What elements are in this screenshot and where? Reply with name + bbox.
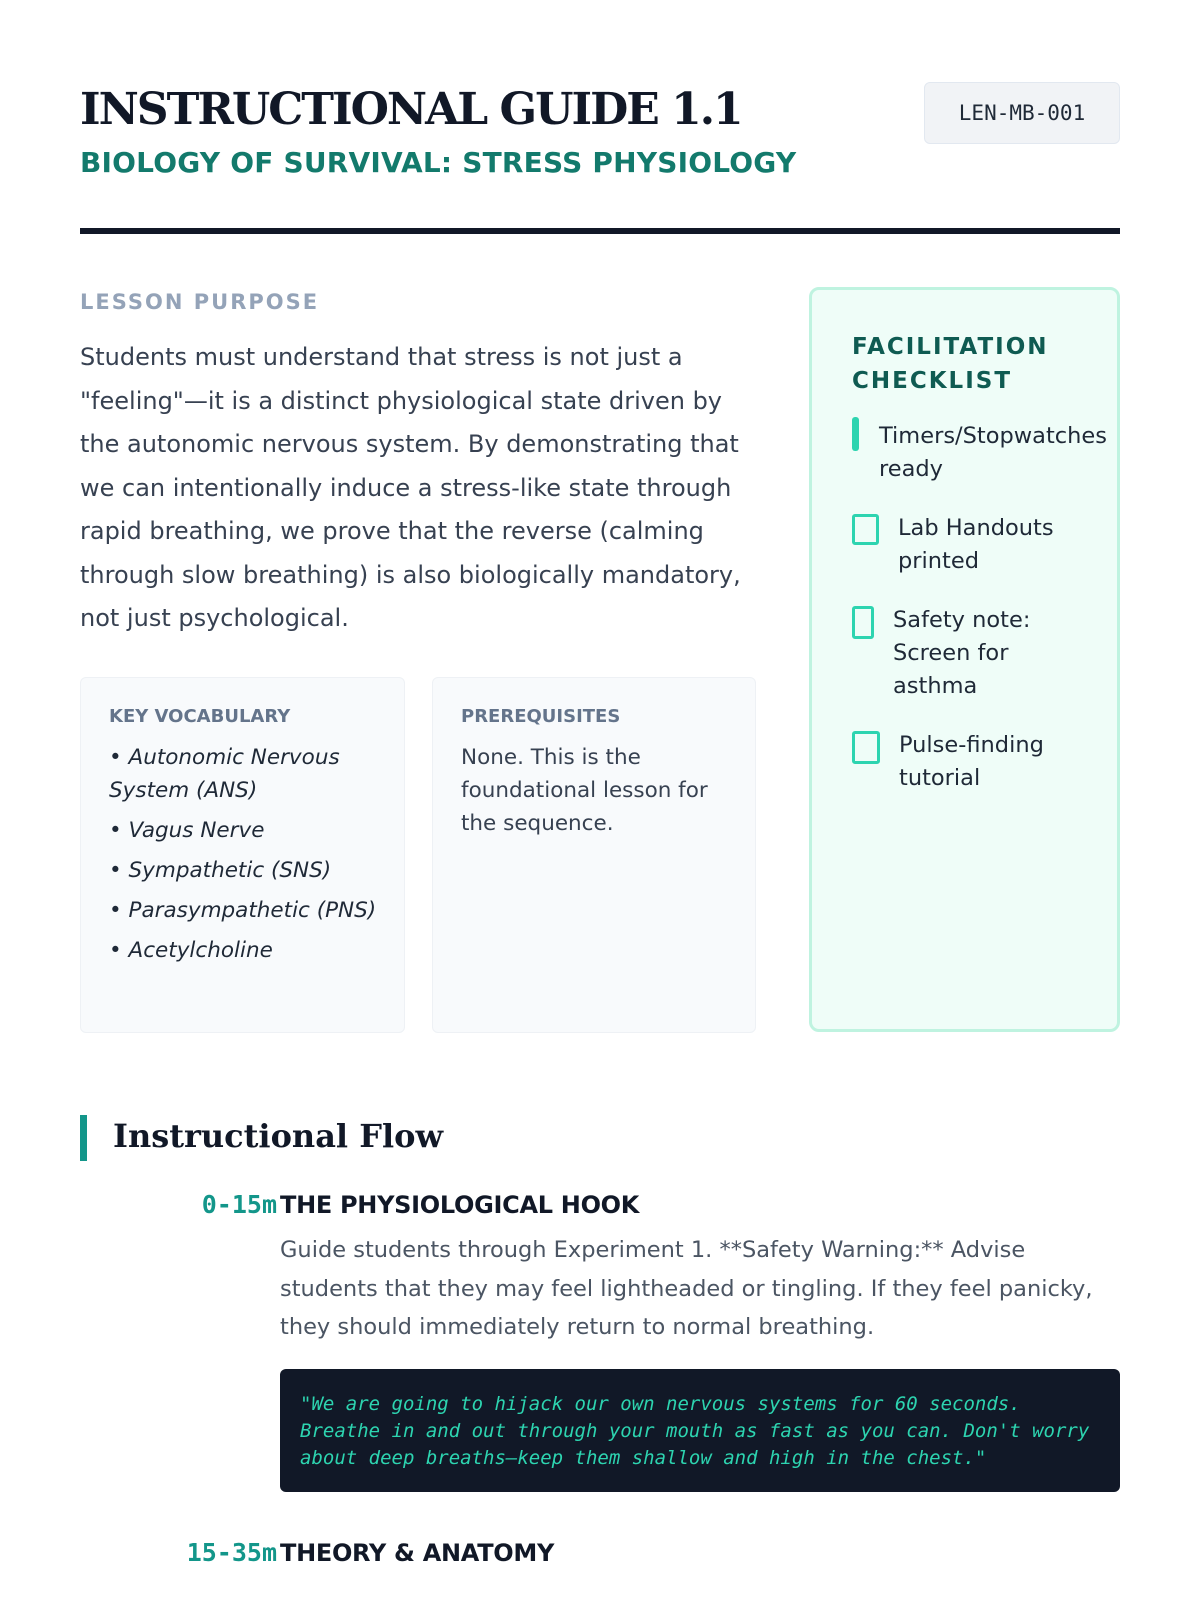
- lesson-purpose-label: LESSON PURPOSE: [80, 290, 320, 314]
- checklist-item: [852, 729, 1107, 795]
- vocabulary-item: • Autonomic Nervous System (ANS): [109, 745, 340, 803]
- guide-header: [80, 82, 1120, 232]
- step-time: 15-35m: [186, 1538, 277, 1567]
- vocabulary-list: [109, 741, 380, 967]
- vocabulary-item: • Sympathetic (SNS): [109, 858, 332, 883]
- step-body: [280, 1535, 1120, 1571]
- vocabulary-item: • Parasympathetic (PNS): [109, 898, 377, 923]
- step-time: 0-15m: [201, 1190, 277, 1219]
- key-vocabulary-card: [80, 677, 405, 1033]
- lesson-purpose-text: Students must understand that stress is not just a "feeling"—it is a distinct physiological state driven by the autonomic nervous system. By demonstrating that we can intentionally induce a stress-like state through rapid breathing, we prove that the reverse (calming through slow breathing) is also biologically mandatory, not just psychological.: [80, 343, 741, 632]
- flow-heading-accent: [80, 1115, 87, 1161]
- vocabulary-item: • Acetylcholine: [109, 938, 273, 963]
- checklist-item: [852, 604, 1107, 703]
- checkbox[interactable]: [852, 514, 879, 545]
- checkbox[interactable]: [852, 417, 859, 451]
- step-title: THE PHYSIOLOGICAL HOOK: [280, 1191, 640, 1219]
- guide-subtitle: BIOLOGY OF SURVIVAL: STRESS PHYSIOLOGY: [80, 146, 797, 179]
- step-title: THEORY & ANATOMY: [280, 1539, 555, 1567]
- checklist-item-label: Pulse-finding tutorial: [899, 732, 1044, 791]
- instructional-flow-heading: Instructional Flow: [113, 1117, 443, 1155]
- instructional-guide-page: [80, 0, 1120, 1600]
- guide-title: INSTRUCTIONAL GUIDE 1.1: [80, 84, 742, 135]
- checklist-item: [852, 512, 1107, 578]
- checklist-title: FACILITATION CHECKLIST: [852, 334, 1049, 394]
- teacher-script-box: "We are going to hijack our own nervous systems for 60 seconds. Breathe in and out through your mouth as fast as you can. Don't worry about deep breaths—keep them shallow and high in the chest.": [280, 1369, 1120, 1492]
- lesson-code-badge: LEN-MB-001: [924, 82, 1120, 144]
- facilitation-checklist: [809, 287, 1120, 1032]
- checklist-item-label: Timers/Stopwatches ready: [879, 423, 1107, 482]
- step-description: Guide students through Experiment 1. **Safety Warning:** Advise students that they may feel lightheaded or tingling. If they feel panicky, they should immediately return to normal breathing.: [280, 1237, 1093, 1340]
- header-divider: [80, 228, 1120, 234]
- prerequisites-text: None. This is the foundational lesson for the sequence.: [461, 745, 708, 836]
- checklist-item-label: Safety note: Screen for asthma: [893, 607, 1031, 699]
- checklist-item: [852, 420, 1107, 486]
- key-vocabulary-label: KEY VOCABULARY: [109, 706, 291, 727]
- checkbox[interactable]: [852, 606, 874, 639]
- checklist-item-label: Lab Handouts printed: [898, 515, 1054, 574]
- prerequisites-label: PREREQUISITES: [461, 706, 621, 727]
- vocabulary-item: • Vagus Nerve: [109, 818, 265, 843]
- checkbox[interactable]: [852, 731, 880, 764]
- prerequisites-card: [432, 677, 756, 1033]
- step-body: [280, 1187, 1120, 1492]
